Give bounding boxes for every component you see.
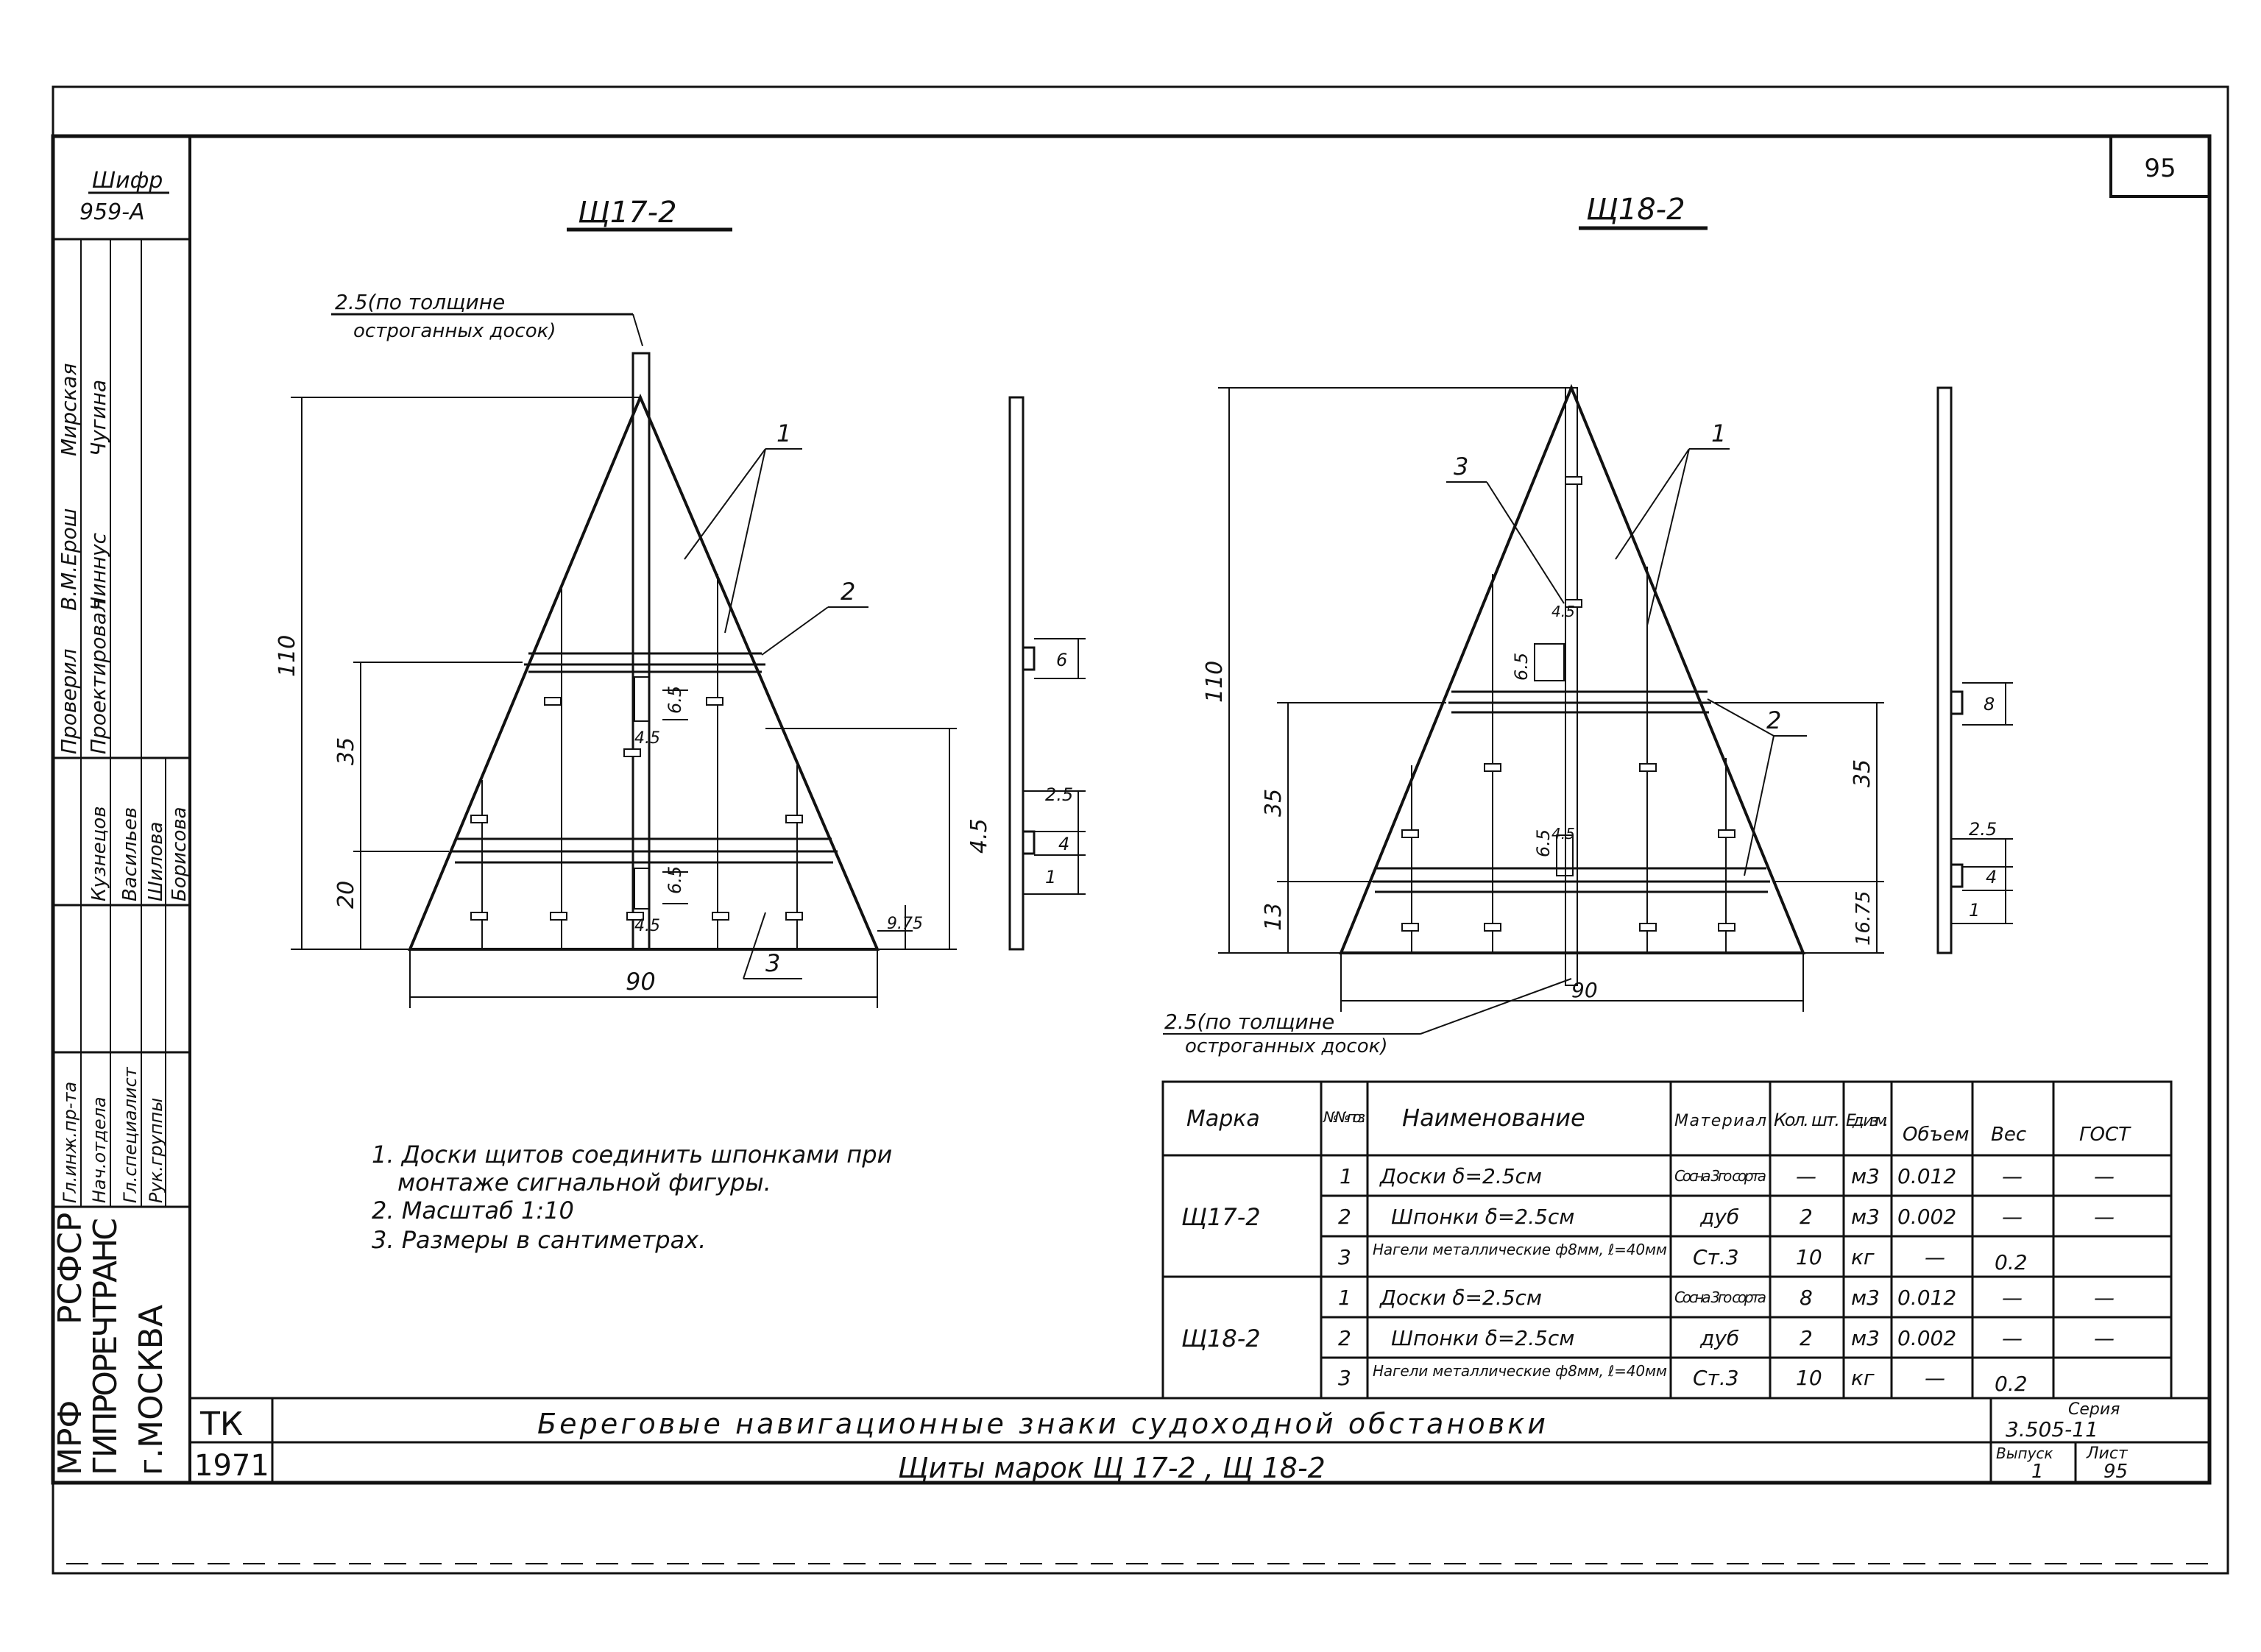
issue-label: Выпуск [1996,1444,2053,1462]
stamp-role-1: Гл.инж.пр-та [60,1081,80,1203]
stamp-checked: Проверил [57,648,81,754]
cell: Нагели металлические ф8мм, ℓ=40мм [1373,1362,1667,1380]
cell: Нагели металлические ф8мм, ℓ=40мм [1373,1241,1667,1258]
stamp-checked-sign: В.М.Ерош [57,508,81,611]
tk-label: ТК [200,1405,244,1443]
stamp-checked-name: Мирская [57,363,81,456]
cell: — [1925,1245,1945,1269]
cell: — [2002,1286,2023,1310]
cell: 3 [1338,1245,1351,1269]
side-dim-d-1: 1 [1045,867,1057,887]
cell: — [2002,1164,2023,1188]
side-dim-c-1: 4 [1058,834,1070,854]
stamp-column [52,168,191,1475]
cell: — [1925,1366,1945,1390]
dim-gap-a-1: 6.5 [665,685,685,714]
dim-upper-1: 35 [333,737,359,765]
drawing-1-title: Щ17-2 [578,196,677,230]
cell: 2 [1800,1205,1813,1229]
side-dim-b-2: 2.5 [1969,819,1998,840]
dim-gap-c-2: 4.5 [1551,603,1575,620]
cell: 10 [1796,1366,1822,1390]
callout-2-2: 2 [1766,706,1782,734]
side-dim-a-1: 6 [1056,650,1068,670]
drawing-2-note-a: 2.5(по толщине [1164,1010,1335,1034]
note-1-cont: монтаже сигнальной фигуры. [397,1169,771,1197]
dim-height-2: 110 [1202,660,1228,703]
cell: 0.002 [1897,1326,1957,1350]
cell: Доски δ=2.5см [1380,1286,1543,1310]
cell: Шпонки δ=2.5см [1391,1326,1575,1350]
stamp-person-3: Шилова [145,821,167,901]
cell: 3 [1338,1366,1351,1390]
cell: кг [1851,1366,1875,1390]
org-mrf: МРФ [52,1400,89,1475]
note-2: 2. Масштаб 1:10 [372,1197,574,1224]
cell: — [2094,1286,2115,1310]
th-weight: Вес [1991,1124,2027,1146]
callout-2-1: 1 [1711,419,1727,447]
dim-right-1: 4.5 [966,818,992,854]
cell: дуб [1700,1205,1740,1229]
cell: — [1796,1164,1816,1188]
th-mark: Марка [1186,1106,1260,1132]
row-mark-1: Щ17-2 [1181,1203,1261,1231]
callout-1-1: 1 [776,419,792,447]
side-dim-a-2: 8 [1984,694,1995,715]
drawing-sch18-2 [1163,193,2013,1057]
dim-gap-b-2: 6.5 [1533,829,1554,857]
cell: кг [1851,1245,1875,1269]
cell: м3 [1851,1286,1880,1310]
cell: 1 [1340,1164,1353,1188]
th-unit: Ед. изм. [1846,1112,1889,1130]
cipher-label: Шифр [92,168,163,194]
cell: 0.2 [1995,1372,2028,1396]
org-rsfsr: РСФСР [52,1212,89,1325]
callout-2-3: 3 [1454,453,1469,481]
th-name: Наименование [1402,1104,1585,1132]
cell: Ст.3 [1693,1245,1739,1269]
cell: м3 [1851,1326,1880,1350]
cell: 2 [1338,1205,1351,1229]
drawing-1-note-b: остроганных досок) [353,320,556,342]
cell: 1 [1338,1286,1351,1310]
dim-foot-1: 9.75 [887,915,923,933]
th-gost: ГОСТ [2079,1124,2130,1146]
sheet-label: Лист [2087,1444,2128,1463]
sheet-number: 95 [2144,154,2176,183]
sheet-subtitle: Щиты марок Щ 17-2 , Щ 18-2 [898,1452,1326,1484]
callout-1-3: 3 [765,949,781,977]
cell: — [2094,1164,2115,1188]
org-giprorechtrans: ГИПРОРЕЧТРАНС [87,1218,124,1475]
cell: 10 [1796,1245,1822,1269]
th-volume: Объем [1903,1124,1970,1146]
cell: Шпонки δ=2.5см [1391,1205,1575,1229]
stamp-designed-name: Чугина [86,379,110,456]
side-view-1 [1010,397,1023,949]
th-qty: Кол. шт. [1774,1110,1840,1130]
stamp-role-3: Гл.специалист [120,1067,141,1203]
stamp-role-4: Рук.группы [146,1097,166,1203]
note-1: 1. Доски щитов соединить шпонками при [372,1141,893,1169]
dim-height-1: 110 [275,634,300,677]
cell: 0.002 [1897,1205,1957,1229]
dim-base-2: 90 [1571,978,1598,1002]
title-block [190,1398,2209,1484]
dim-base-1: 90 [626,968,656,996]
th-material: Материал [1674,1112,1766,1130]
series-label: Серия [2068,1400,2120,1419]
drawing-2-title: Щ18-2 [1586,193,1685,227]
cell: Сосна 3го сорта [1674,1288,1766,1306]
cell: 2 [1338,1326,1351,1350]
cell: — [2002,1326,2023,1350]
spec-table [1163,1082,2171,1398]
row-mark-2: Щ18-2 [1181,1325,1261,1353]
note-3: 3. Размеры в сантиметрах. [372,1226,707,1254]
cell: — [2094,1205,2115,1229]
cell: 8 [1800,1286,1813,1310]
dim-gap-a-2: 6.5 [1511,652,1532,681]
dim-gap-d-2: 4.5 [1551,825,1575,843]
dim-upper-2: 35 [1261,788,1287,817]
side-dim-d-2: 1 [1969,900,1981,921]
drawing-sch17-2 [275,196,1086,1008]
notes [372,1141,892,1254]
year: 1971 [194,1449,269,1483]
dim-gap-b-1: 4.5 [634,729,660,748]
cell: 0.2 [1995,1250,2028,1275]
sheet-title: Береговые навигационные знаки судоходной обстановки [537,1408,1546,1440]
stamp-designed-sign: Чиннус [86,533,110,611]
dim-foot-2: 16.75 [1853,890,1875,946]
cell: Сосна 3го сорта [1674,1167,1766,1185]
dim-gap-d-1: 4.5 [634,917,660,935]
cell: 0.012 [1897,1286,1957,1310]
side-dim-c-2: 4 [1986,867,1998,887]
stamp-designed: Проектировал [86,598,110,754]
org-city: г.МОСКВА [132,1305,170,1475]
dim-right-2: 35 [1850,759,1875,787]
drawing-1-note-a: 2.5(по толщине [335,290,506,314]
stamp-role-2: Нач.отдела [89,1096,110,1203]
cell: Ст.3 [1693,1366,1739,1390]
cell: м3 [1851,1164,1880,1188]
series-number: 3.505-11 [2006,1417,2098,1442]
cell: 2 [1800,1326,1813,1350]
dim-lower-1: 20 [333,880,359,909]
stamp-person-4: Борисова [169,806,191,901]
side-view-2 [1938,388,1951,953]
issue-number: 1 [2031,1461,2044,1483]
triangle-sch17 [410,397,877,949]
drawing-2-note-b: остроганных досок) [1185,1035,1388,1057]
cell: Доски δ=2.5см [1380,1164,1543,1188]
cell: — [2094,1326,2115,1350]
side-dim-b-1: 2.5 [1045,784,1074,805]
dim-gap-c-1: 6.5 [665,865,685,894]
cell: м3 [1851,1205,1880,1229]
th-pos: №№ поз. [1323,1108,1366,1126]
cell: дуб [1700,1326,1740,1350]
cell: — [2002,1205,2023,1229]
stamp-person-2: Васильев [119,806,141,901]
callout-1-2: 2 [841,578,856,606]
cell: 0.012 [1897,1164,1957,1188]
cipher-code: 959-А [79,199,145,225]
sheet-number-tb: 95 [2103,1461,2129,1483]
stamp-person-1: Кузнецов [88,806,110,901]
dim-lower-2: 13 [1261,902,1287,931]
